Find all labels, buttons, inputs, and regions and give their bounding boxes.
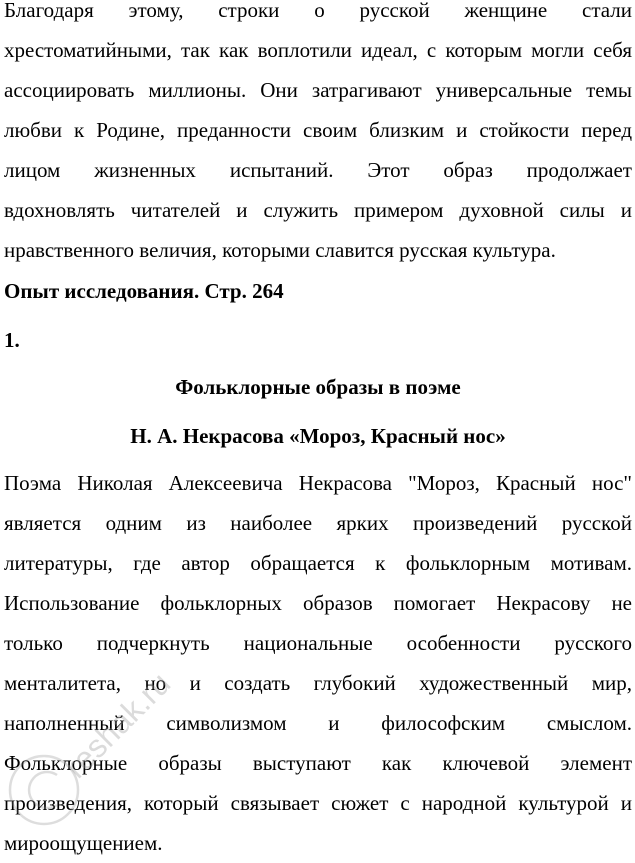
paragraph-line: наполненный символизмом и философским смыслом. xyxy=(4,711,632,735)
watermark-text: reshak.ru xyxy=(57,665,178,785)
paragraph-line: Поэма Николая Алексеевича Некрасова "Мороз, Красный нос" xyxy=(4,471,632,495)
paragraph-line: мироощущением. xyxy=(4,831,163,855)
paragraph-line: менталитета, но и создать глубокий художественный мир, xyxy=(4,671,632,695)
item-number: 1. xyxy=(4,328,20,352)
paragraph-line: лицом жизненных испытаний. Этот образ продолжает xyxy=(4,158,632,182)
paragraph-line: Фольклорные образы выступают как ключевой элемент xyxy=(4,751,632,775)
section-heading: Опыт исследования. Стр. 264 xyxy=(4,279,284,303)
paragraph-line: любви к Родине, преданности своим близким и стойкости перед xyxy=(4,118,632,142)
essay-title-line-2: Н. А. Некрасова «Мороз, Красный нос» xyxy=(130,424,506,448)
paragraph-line: хрестоматийными, так как воплотили идеал, с которым могли себя xyxy=(4,38,632,62)
paragraph-line: только подчеркнуть национальные особенности русского xyxy=(4,631,632,655)
paragraph-line: Использование фольклорных образов помогает Некрасову не xyxy=(4,591,632,615)
paragraph-line: вдохновлять читателей и служить примером духовной силы и xyxy=(4,198,632,222)
essay-title-line-1: Фольклорные образы в поэме xyxy=(175,375,461,399)
paragraph-line: Благодаря этому, строки о русской женщине стали xyxy=(4,0,632,22)
paragraph-line: произведения, который связывает сюжет с народной культурой и xyxy=(4,791,632,815)
paragraph-line: является одним из наиболее ярких произведений русской xyxy=(4,511,632,535)
paragraph-line: ассоциировать миллионы. Они затрагивают универсальные темы xyxy=(4,78,632,102)
paragraph-line: нравственного величия, которыми славится русская культура. xyxy=(4,238,556,262)
paragraph-line: литературы, где автор обращается к фольклорным мотивам. xyxy=(4,551,632,575)
